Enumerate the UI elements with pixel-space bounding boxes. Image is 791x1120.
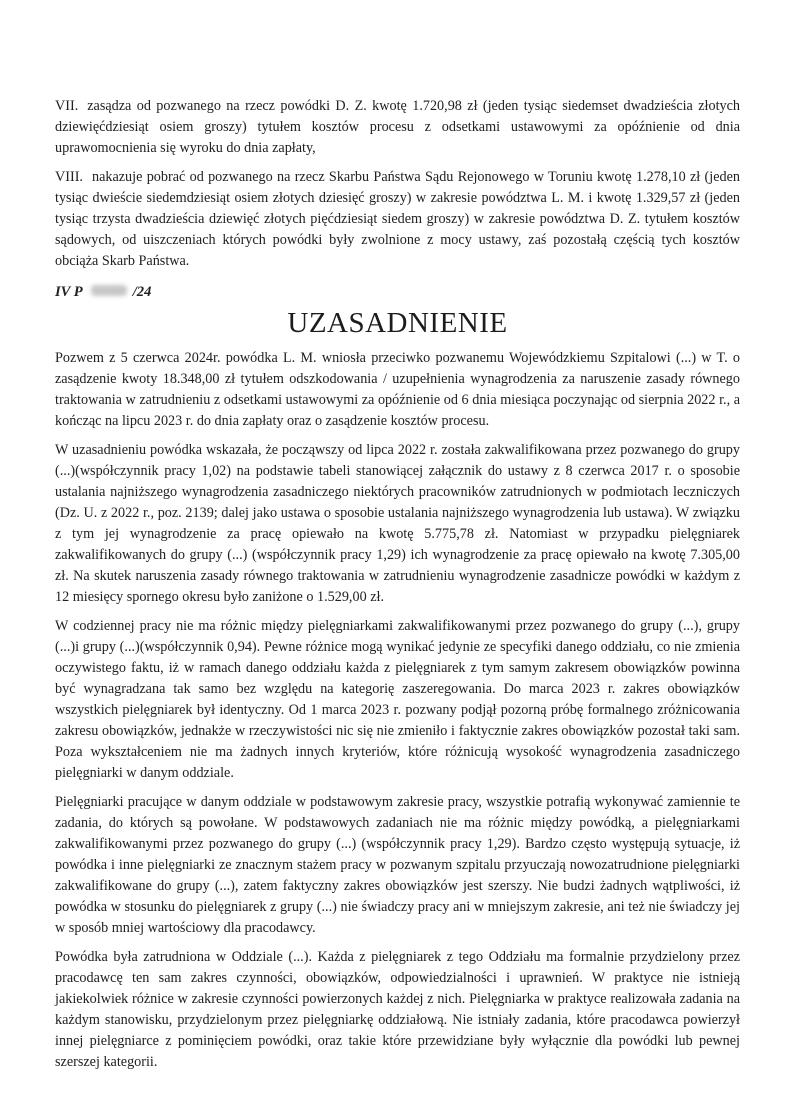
case-number-suffix: /24 [132,284,152,300]
ruling-text: zasądza od pozwanego na rzecz powódki D. Z. kwotę 1.720,98 zł (jeden tysiąc siedemset dwadzieścia złotych dziewięćdziesiąt osiem groszy) tytułem kosztów procesu z odsetkami ustawowymi za opóźnienie od dnia uprawomocnienia się wyroku do dnia zapłaty, [55,98,740,156]
body-paragraph: Pielęgniarki pracujące w danym oddziale w podstawowym zakresie pracy, wszystkie potrafią wykonywać zamiennie te zadania, do których są powołane. W podstawowych zadaniach nie ma różnic między powódką, a pielęgniarkami zakwalifikowanymi przez pozwanego do grupy (...) (współczynnik pracy 1,29). Bardzo często występują sytuacje, iż powódka i inne pielęgniarki ze znacznym stażem pracy w pozwanym szpitalu przyuczają nowozatrudnione pielęgniarki zakwalifikowane do grupy (...), zatem faktyczny zakres obowiązków jest szerszy. Nie budzi żadnych wątpliwości, iż powódka w stosunku do pielęgniarek z grupy (...) nie świadczy pracy ani w mniejszym zakresie, ani też nie świadczy jej w sposób mniej wartościowy dla pracodawcy. [55,794,740,936]
ruling-number: VII. [55,98,79,114]
ruling-item-viii [55,167,740,272]
body-paragraph: W codziennej pracy nie ma różnic między pielęgniarkami zakwalifikowanymi przez pozwanego do grupy (...), grupy (...)i grupy (...)(współczynnik 0,94). Pewne różnice mogą wynikać jedynie ze specyfiki danego oddziału, co nie zmienia oczywistego faktu, iż w ramach danego oddziału każda z pielęgniarek z tym samym zakresem obowiązków powinna być wynagradzana tak samo bez względu na kategorię zaszeregowania. Do marca 2023 r. zakres obowiązków wszystkich pielęgniarek był identyczny. Od 1 marca 2023 r. pozwany podjął pozorną próbę formalnego zróżnicowania zakresu obowiązków, jednakże w rzeczywistości nic się nie zmieniło i faktycznie zakres obowiązków pozostał taki sam. Poza wykształceniem nie ma żadnych innych kryteriów, które różnicują wysokość wynagrodzenia zasadniczego pielęgniarki w danym oddziale. [55,618,740,781]
case-number-prefix: IV P [55,284,83,300]
redaction-blur [91,285,127,296]
ruling-number: VIII. [55,169,83,185]
body-paragraph: Powódka była zatrudniona w Oddziale (...). Każda z pielęgniarek z tego Oddziału ma formalnie przydzielony przez pracodawcę ten sam zakres czynności, obowiązków, odpowiedzialności i uprawnień. W praktyce nie istnieją jakiekolwiek różnice w zakresie czynności powierzonych każdej z nich. Pielęgniarka w praktyce realizowała zadania na każdym stanowisku, przydzielonym przez pielęgniarkę oddziałową. Nie istniały zadania, które pracodawca powierzył innej pielęgniarce z pominięciem powódki, oraz takie które przewidziane były wyłącznie dla powódki lub pewnej szerszej kategorii. [55,949,740,1070]
case-number [55,282,740,303]
body-paragraph: W uzasadnieniu powódka wskazała, że począwszy od lipca 2022 r. została zakwalifikowana przez pozwanego do grupy (...)(współczynnik pracy 1,02) na podstawie tabeli stanowiącej załącznik do ustawy z 8 czerwca 2017 r. o sposobie ustalania najniższego wynagrodzenia zasadniczego niektórych pracowników zatrudnionych w podmiotach leczniczych (Dz. U. z 2022 r., poz. 2139; dalej jako ustawa o sposobie ustalania najniższego wynagrodzenia lub ustawa). W związku z tym jej wynagrodzenie za pracę opiewało na kwotę 5.775,78 zł. Natomiast w przypadku pielęgniarek zakwalifikowanych do grupy (...) (współczynnik pracy 1,29) ich wynagrodzenie za pracę opiewało na kwotę 7.305,00 zł. Na skutek naruszenia zasady równego traktowania w zatrudnieniu wynagrodzenie zasadnicze powódki w każdym z 12 miesięcy spornego okresu było zaniżone o 1.529,00 zł. [55,442,740,605]
ruling-item-vii [55,96,740,159]
body-paragraph: Pozwem z 5 czerwca 2024r. powódka L. M. wniosła przeciwko pozwanemu Wojewódzkiemu Szpitalowi (...) w T. o zasądzenie kwoty 18.348,00 zł tytułem odszkodowania / uzupełnienia wynagrodzenia za naruszenie zasady równego traktowania w zatrudnieniu z odsetkami ustawowymi za opóźnienie od 6 dnia miesiąca poczynając od sierpnia 2022 r., a kończąc na lipcu 2023 r. do dnia zapłaty oraz o zasądzenie kosztów procesu. [55,350,740,429]
ruling-text: nakazuje pobrać od pozwanego na rzecz Skarbu Państwa Sądu Rejonowego w Toruniu kwotę 1.278,10 zł (jeden tysiąc dwieście siedemdziesiąt osiem złotych dziesięć groszy) w zakresie powództwa L. M. i kwotę 1.329,57 zł (jeden tysiąc trzysta dwadzieścia dziewięć złotych pięćdziesiąt siedem groszy) w zakresie powództwa D. Z. tytułem kosztów sądowych, od uiszczeniach których powódki były zwolnione z mocy ustawy, zaś pozostałą częścią tych kosztów obciąża Skarb Państwa. [55,169,740,269]
document-title: UZASADNIENIE [287,307,508,339]
